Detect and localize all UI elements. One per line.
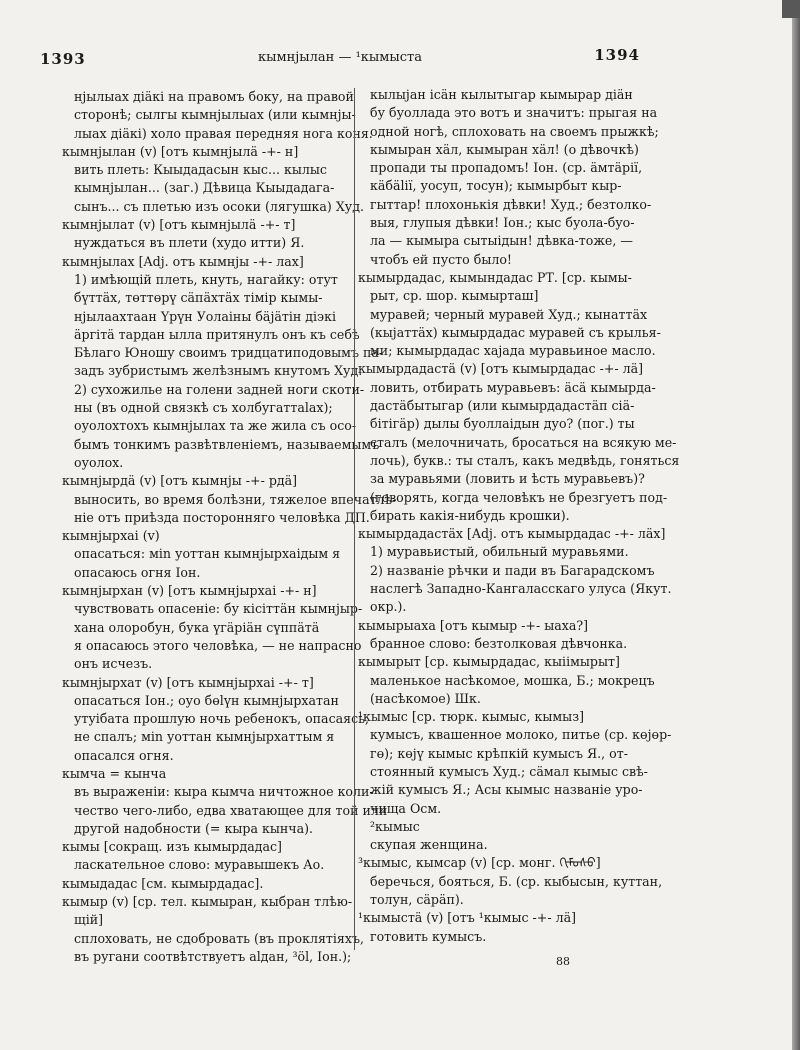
- text-line: дастäбытыгар (или кымырдадастäп сіä-: [370, 398, 635, 414]
- left-page-number: 1393: [40, 50, 86, 68]
- text-line: кымырдадастäх [Adj. отъ кымырдадас -+- лäх]: [358, 526, 666, 542]
- text-line: оуолохтохъ кымнјылах та же жила съ осо-: [74, 418, 357, 434]
- page-header: [40, 46, 640, 72]
- text-line: щій]: [74, 912, 104, 928]
- text-line: беречься, бояться, Б. (ср. кыбысын, куттан,: [370, 873, 663, 889]
- text-line: одной ногѣ, сплоховать на своемъ прыжкѣ;: [370, 123, 659, 139]
- text-line: ны (въ одной связкѣ съ холбугаттаlах);: [74, 400, 333, 416]
- text-line: опасаюсь огня Іон.: [74, 564, 201, 580]
- text-line: готовить кумысъ.: [370, 928, 487, 944]
- text-line: чество чего-либо, едва хватающее для той или: [74, 802, 388, 818]
- text-line: чища Осм.: [370, 800, 442, 816]
- text-line: ¹кымыстä (v) [отъ ¹кымыс -+- лä]: [358, 910, 577, 926]
- text-line: ла — кымыра сытыідын! дѣвка-тоже, —: [370, 233, 633, 249]
- text-line: бүттäх, төттөрү сäпäхтäх тімір кымы-: [74, 290, 323, 306]
- text-line: сынъ... съ плетью изъ осоки (лягушка) Худ.: [74, 198, 364, 214]
- text-line: кымнјырхан (v) [отъ кымнјырхаі -+- н]: [62, 583, 317, 599]
- text-line: маленькое насѣкомое, мошка, Б.; мокрецъ: [370, 672, 655, 688]
- text-line: окр.).: [370, 599, 407, 615]
- text-line: чувствовать опасеніе: бу кісіттäн кымнјыр-: [74, 601, 363, 617]
- text-line: кумысъ, квашенное молоко, питье (ср. көјөр-: [370, 727, 672, 743]
- text-line: задъ зубристымъ желѣзнымъ кнутомъ Худ.: [74, 363, 363, 379]
- text-line: ³кымыс, кымсар (v) [ср. монг. ᠬᠢᠮᠤᠰᠤ]: [358, 855, 601, 871]
- text-line: кымнјырхаі (v): [62, 528, 160, 544]
- text-line: (кыјаттäх) кымырдадас муравей съ крылья-: [370, 324, 661, 340]
- text-line: утуібата прошлую ночь ребенокъ, опасаясь,: [74, 711, 369, 727]
- right-column: [358, 86, 680, 946]
- text-line: кымнјырхат (v) [отъ кымнјырхаі -+- т]: [62, 674, 314, 690]
- text-line: кымыр (v) [ср. тел. кымыран, кыбран тлѣю-: [62, 894, 353, 910]
- text-line: кымнјылат (v) [отъ кымнјылä -+- т]: [62, 217, 296, 233]
- text-line: кымнјылан... (заг.) Дѣвица Кыыдадага-: [74, 180, 335, 196]
- text-line: сторонѣ; сылгы кымнјылыах (или кымнјы-: [74, 107, 356, 123]
- text-line: кылыјан ісäн кылытыгар кымырар діäн: [370, 87, 633, 102]
- text-line: ніе отъ приѣзда посторонняго человѣка ДП.: [74, 509, 370, 525]
- text-line: ²кымыс: [370, 818, 420, 834]
- text-line: вить плеть: Кыыдадасын кыс... кылыс: [74, 162, 327, 178]
- text-line: не спалъ; міn уоттан кымнјырхаттым я: [74, 729, 335, 745]
- text-line: кымнјырдä (v) [отъ кымнјы -+- рдä]: [62, 473, 298, 489]
- text-line: сплоховать, не сдобровать (въ проклятіяхъ,: [74, 930, 364, 946]
- text-line: (говорять, когда человѣкъ не брезгуетъ под-: [370, 489, 668, 505]
- text-line: кымнјылах [Adj. отъ кымнјы -+- лах]: [62, 253, 304, 269]
- text-line: муравей; черный муравей Худ.; кынаттäх: [370, 306, 648, 322]
- text-line: кымырыаха [отъ кымыр -+- ыаха?]: [358, 617, 589, 633]
- text-line: кымча = кынча: [62, 765, 167, 781]
- text-line: рыт, ср. шор. кымырташ]: [370, 288, 539, 304]
- text-line: ¹кымыс [ср. тюрк. кымыс, кымыз]: [358, 709, 584, 725]
- text-line: гыттар! плохонькія дѣвки! Худ.; безтолко-: [370, 196, 652, 212]
- text-line: кымы [сокращ. изъ кымырдадас]: [62, 839, 282, 855]
- text-line: другой надобности (= кыра кынча).: [74, 820, 313, 836]
- text-line: Бѣлаго Юношу своимъ тридцатиподовымъ па-: [74, 345, 384, 361]
- text-line: выя, глупыя дѣвки! Іон.; кыс буола-буо-: [370, 215, 635, 231]
- running-head: кымнјылан — ¹кымыста: [258, 50, 422, 65]
- text-line: кымырдадастä (v) [отъ кымырдадас -+- лä]: [358, 361, 644, 377]
- text-line: бу буоллада это вотъ и значитъ: прыгая на: [370, 105, 658, 121]
- text-line: нјылаахтаан Үрүн Уолаіны бäјäтін діэкі: [74, 308, 336, 324]
- text-line: äргітä тардан ылла притянулъ онъ къ себѣ: [74, 326, 360, 342]
- text-line: опасался огня.: [74, 747, 174, 763]
- text-line: бирать какія-нибудь крошки).: [370, 507, 570, 523]
- signature-mark: 88: [556, 955, 570, 968]
- text-line: кымырыт [ср. кымырдадас, кыіімырыт]: [358, 654, 620, 670]
- text-line: гө); көјү кымыс крѣпкій кумысъ Я., от-: [370, 745, 628, 761]
- text-line: нуждаться въ плети (худо итти) Я.: [74, 235, 305, 251]
- right-page-number: 1394: [594, 46, 640, 64]
- text-line: хана олоробун, бука үгäріäн сүппäтä: [74, 619, 320, 635]
- text-line: ловить, отбирать муравьевъ: äсä кымырда-: [370, 379, 656, 395]
- text-line: скупая женщина.: [370, 837, 488, 853]
- text-line: сталъ (мелочничать, бросаться на всякую ме-: [370, 434, 677, 450]
- page-edge-shadow: [792, 0, 800, 1050]
- scan-corner: [782, 0, 800, 18]
- text-line: стоянный кумысъ Худ.; сäмал кымыс свѣ-: [370, 763, 648, 779]
- text-line: выносить, во время болѣзни, тяжелое впечатлѣ-: [74, 491, 397, 507]
- text-line: ласкательное слово: муравышекъ Ао.: [74, 857, 325, 873]
- column-divider: [354, 88, 355, 950]
- text-line: пропади ты пропадомъ! Іон. (ср. äмтäрії,: [370, 160, 643, 176]
- text-line: (насѣкомое) Шк.: [370, 690, 481, 706]
- text-line: 1) имѣющій плеть, кнуть, нагайку: отут: [74, 271, 338, 287]
- text-line: кäбälії, уосуп, тосун); кымырбыт кыр-: [370, 178, 622, 194]
- text-line: 1) муравьистый, обильный муравьями.: [370, 544, 629, 560]
- text-line: чтобъ ей пусто было!: [370, 251, 512, 267]
- text-line: кымыран хäл, кымыран хäл! (о дѣвочкѣ): [370, 141, 639, 157]
- text-line: нјылыах діäкі на правомъ боку, на правой: [74, 89, 354, 104]
- text-line: ми; кымырдадас хајада муравьиное масло.: [370, 343, 656, 359]
- text-line: бітігäр) дылы буоллаідын дуо? (пог.) ты: [370, 416, 635, 432]
- text-line: толун, сäрäп).: [370, 892, 464, 908]
- text-line: 2) названіе рѣчки и пади въ Багарадскомъ: [370, 562, 655, 578]
- text-line: бымъ тонкимъ развѣтвленіемъ, называемымъ: [74, 436, 380, 452]
- text-line: въ ругани соотвѣтствуетъ аlдан, ³öl, Іон.);: [74, 948, 352, 964]
- text-line: лочь), букв.: ты сталъ, какъ медвѣдь, гоняться: [370, 452, 680, 468]
- text-line: опасаться: міn уоттан кымнјырхаідым я: [74, 546, 341, 562]
- text-line: кымырдадас, кымындадас РТ. [ср. кымы-: [358, 269, 632, 285]
- text-line: кымыдадас [см. кымырдадас].: [62, 875, 264, 891]
- text-line: жій кумысъ Я.; Асы кымыс названіе уро-: [370, 782, 643, 798]
- text-line: бранное слово: безтолковая дѣвчонка.: [370, 635, 628, 651]
- text-line: за муравьями (ловить и ѣсть муравьевъ)?: [370, 471, 645, 487]
- text-line: онъ исчезъ.: [74, 656, 153, 672]
- text-line: въ выраженіи: кыра кымча ничтожное коли-: [74, 784, 374, 800]
- text-line: опасаться Іон.; оуо бөlүн кымнјырхатан: [74, 692, 339, 708]
- text-line: наслегѣ Западно-Кангаласскаго улуса (Якут.: [370, 581, 672, 597]
- text-line: я опасаюсь этого человѣка, — не напрасно: [74, 637, 362, 653]
- text-line: 2) сухожилье на голени задней ноги скоти-: [74, 381, 365, 397]
- text-line: лыах діäкі) холо правая передняя нога коня.: [74, 125, 373, 141]
- text-line: оуолох.: [74, 454, 124, 470]
- text-line: кымнјылан (v) [отъ кымнјылä -+- н]: [62, 143, 299, 159]
